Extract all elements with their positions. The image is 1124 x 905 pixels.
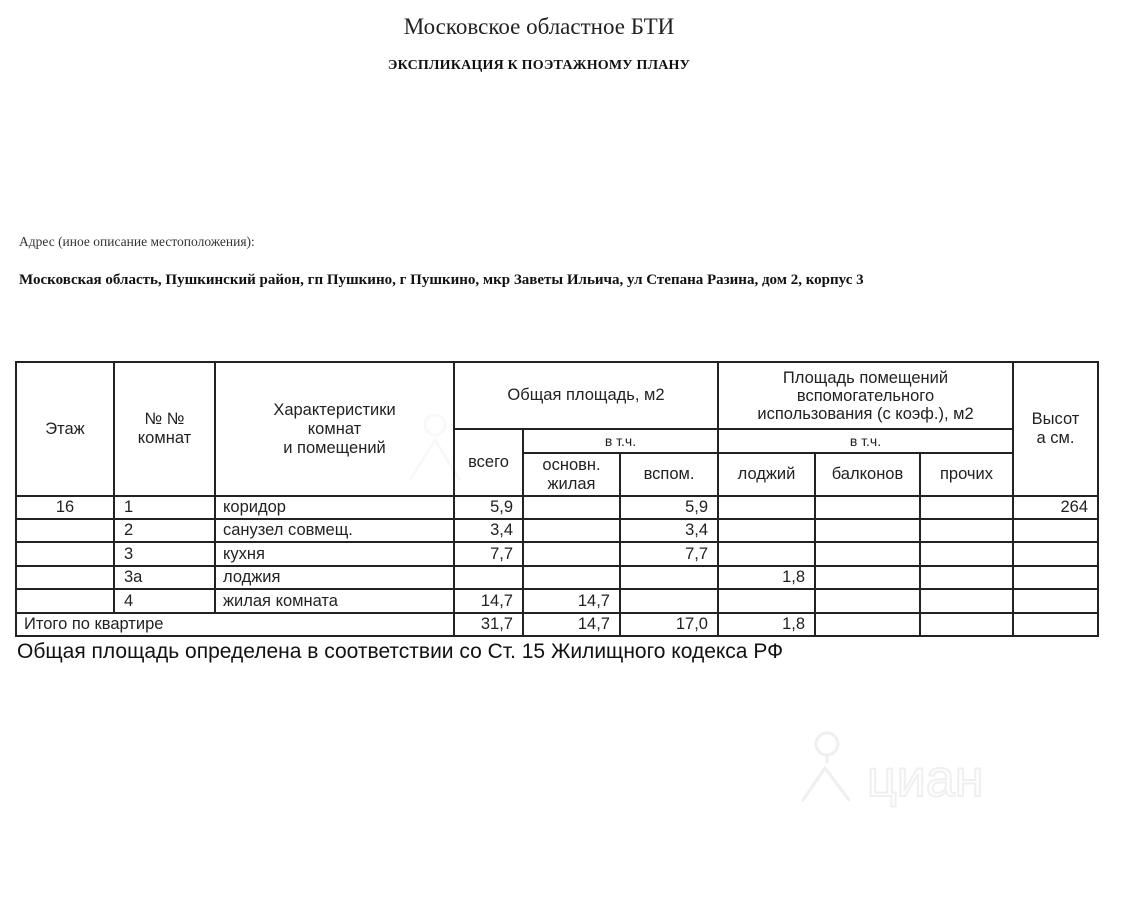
row-4-room: 3а <box>124 568 143 586</box>
header-loggias: лоджий <box>737 465 796 483</box>
address-label: Адрес (иное описание местоположения): <box>19 234 255 249</box>
header-main-living: основн. жилая <box>542 455 601 493</box>
row-3-living <box>523 542 620 566</box>
row-5-living: 14,7 <box>577 591 610 610</box>
row-5-aux <box>620 589 718 613</box>
totals-other <box>920 613 1013 636</box>
row-2-room: 2 <box>124 521 134 539</box>
header-aux-area: Площадь помещений вспомогательного использования (с коэф.), м2 <box>757 368 974 423</box>
row-3-other <box>920 542 1013 566</box>
header-balconies: балконов <box>831 465 904 483</box>
row-4-total <box>454 566 523 589</box>
header-floor: Этаж <box>45 419 85 438</box>
row-3-name: кухня <box>223 544 265 563</box>
header-other: прочих <box>940 465 993 483</box>
row-3-room: 3 <box>124 544 134 563</box>
row-5-floor <box>16 589 114 613</box>
header-room-number: № № комнат <box>137 410 192 447</box>
row-5-loggia <box>718 589 815 613</box>
row-4-floor <box>16 566 114 589</box>
address-value: Московская область, Пушкинский район, гп Пушкино, г Пушкино, мкр Заветы Ильича, ул Степана Разина, дом 2, корпус 3 <box>19 272 864 288</box>
row-2-floor <box>16 519 114 542</box>
totals-aux: 17,0 <box>675 615 708 633</box>
row-5-total: 14,7 <box>480 591 513 610</box>
footnote: Общая площадь определена в соответствии со Ст. 15 Жилищного кодекса РФ <box>17 640 784 663</box>
row-4-loggia: 1,8 <box>782 568 805 586</box>
row-2-living <box>523 519 620 542</box>
header-including: в т.ч. <box>604 432 637 449</box>
row-1-room: 1 <box>124 498 134 516</box>
row-3-balcony <box>815 542 920 566</box>
row-3-total: 7,7 <box>490 544 513 563</box>
row-1-total: 5,9 <box>490 498 513 516</box>
row-3-loggia <box>718 542 815 566</box>
totals-label: Итого по квартире <box>24 615 164 633</box>
totals-total: 31,7 <box>480 615 513 633</box>
row-5-name: жилая комната <box>223 591 338 610</box>
row-2-height <box>1013 519 1098 542</box>
row-2-balcony <box>815 519 920 542</box>
row-1-aux: 5,9 <box>685 498 708 516</box>
totals-balcony <box>815 613 920 636</box>
row-1-floor: 16 <box>55 498 75 516</box>
row-1-height: 264 <box>1060 498 1088 516</box>
row-2-name: санузел совмещ. <box>223 521 353 539</box>
row-1-other <box>920 496 1013 519</box>
row-4-aux <box>620 566 718 589</box>
header-characteristics: Характеристики комнат и помещений <box>273 400 396 457</box>
row-4-other <box>920 566 1013 589</box>
row-1-balcony <box>815 496 920 519</box>
header-height: Высот а см. <box>1031 410 1080 447</box>
document-title: ЭКСПЛИКАЦИЯ К ПОЭТАЖНОМУ ПЛАНУ <box>387 58 691 73</box>
row-1-name: коридор <box>223 498 286 516</box>
row-5-balcony <box>815 589 920 613</box>
header-including-2: в т.ч. <box>849 432 882 449</box>
row-2-other <box>920 519 1013 542</box>
row-4-height <box>1013 566 1098 589</box>
row-5-height <box>1013 589 1098 613</box>
organization-title: Московское областное БТИ <box>403 14 675 39</box>
row-1-loggia <box>718 496 815 519</box>
row-3-floor <box>16 542 114 566</box>
row-2-aux: 3,4 <box>685 521 708 539</box>
cian-watermark-logo <box>795 722 1015 812</box>
row-2-total: 3,4 <box>490 521 513 539</box>
row-3-aux: 7,7 <box>685 544 708 563</box>
row-3-height <box>1013 542 1098 566</box>
watermark-brand: циан <box>867 750 984 808</box>
row-5-other <box>920 589 1013 613</box>
map-pin-person-icon <box>816 733 838 755</box>
header-auxiliary: вспом. <box>643 465 695 483</box>
totals-loggia: 1,8 <box>782 615 805 633</box>
row-4-living <box>523 566 620 589</box>
row-2-loggia <box>718 519 815 542</box>
row-4-balcony <box>815 566 920 589</box>
header-total: всего <box>468 453 509 471</box>
totals-height <box>1013 613 1098 636</box>
row-1-living <box>523 496 620 519</box>
header-total-area: Общая площадь, м2 <box>507 386 665 404</box>
row-5-room: 4 <box>124 591 134 610</box>
totals-living: 14,7 <box>577 615 610 633</box>
row-4-name: лоджия <box>223 568 281 586</box>
